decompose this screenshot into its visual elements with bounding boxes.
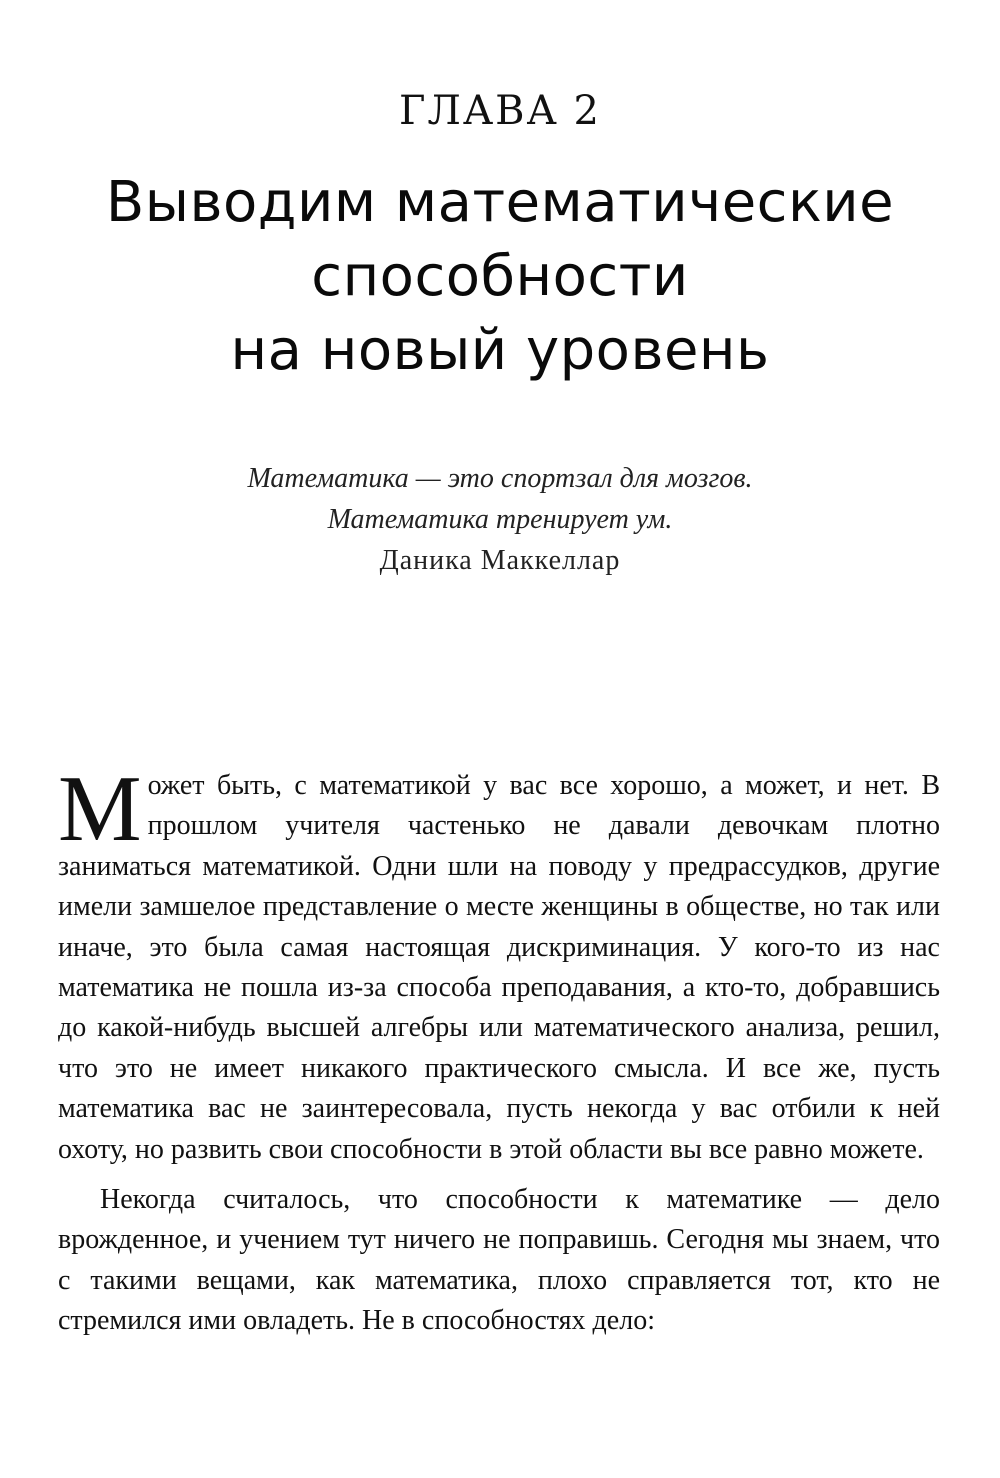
chapter-title-line-1: Выводим математические	[105, 170, 895, 235]
epigraph-line-1: Математика — это спортзал для мозгов.	[247, 463, 753, 494]
chapter-title-line-2: способности	[311, 244, 689, 309]
paragraph-1	[58, 757, 940, 1170]
paragraph-2: Некогда считалось, что способности к математике — дело врожденное, и учением тут ничего не поправишь. Сегодня мы знаем, что с такими вещами, как математика, плохо справляется тот, кто не стремился ими овладеть. Не в способностях дело:	[58, 1184, 940, 1337]
epigraph-line-2: Математика тренирует ум.	[327, 504, 673, 535]
body-text	[58, 757, 940, 1342]
drop-cap: М	[58, 757, 142, 861]
paragraph-1-text: ожет быть, с математикой у вас все хорошо, а может, и нет. В прошлом учителя частенько не давали девочкам плотно заниматься математикой. Одни шли на поводу у предрассудков, другие имели замшелое представление о месте женщины в обществе, но так или иначе, это была самая настоящая дискриминация. У кого-то из нас математика не пошла из-за способа преподавания, а кто-то, добравшись до какой-нибудь высшей алгебры или математического анализа, решил, что это не имеет никакого практического смысла. И все же, пусть математика вас не заинтересовала, пусть некогда у вас отбили к ней охоту, но развить свои способности в этой области вы все равно можете.	[58, 770, 940, 1165]
chapter-label: ГЛАВА 2	[398, 88, 601, 134]
epigraph	[150, 458, 850, 581]
epigraph-author: Даника Маккеллар	[379, 545, 621, 576]
chapter-title-line-3: на новый уровень	[230, 318, 770, 383]
chapter-title	[60, 166, 940, 388]
